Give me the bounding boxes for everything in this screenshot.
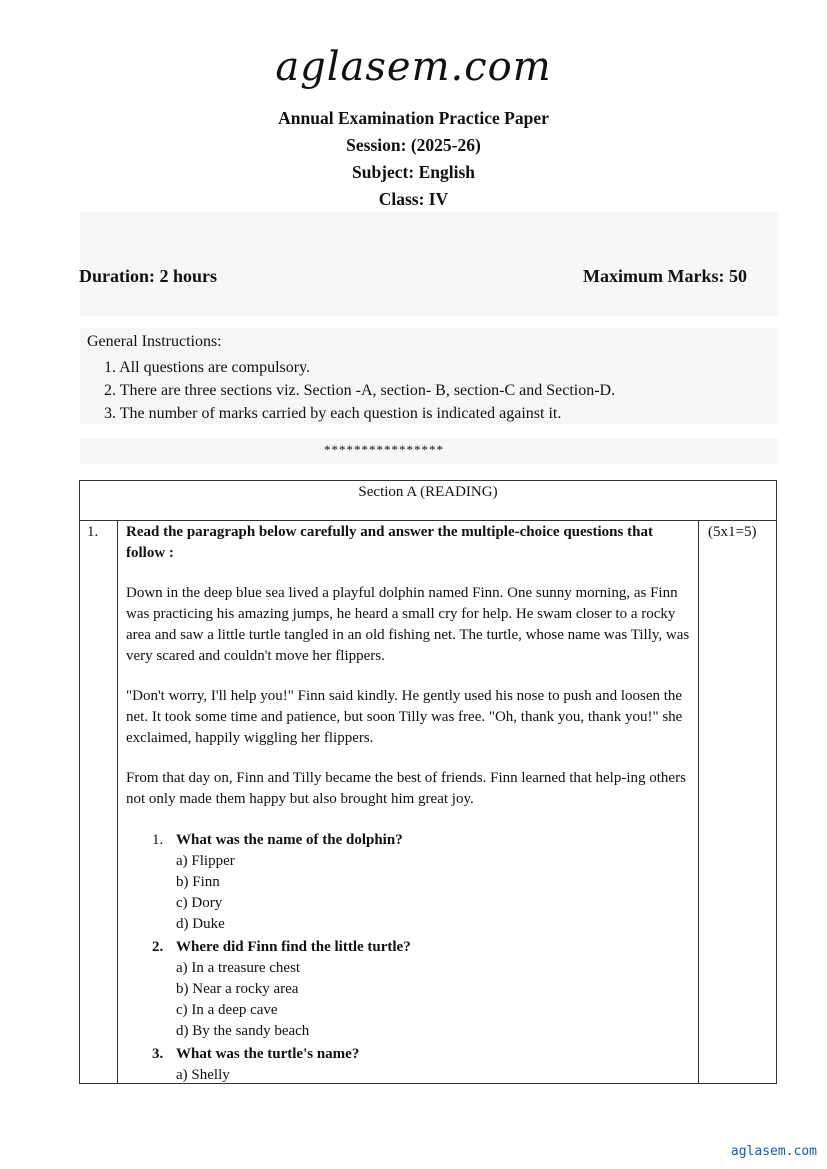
instruction-item: 3. The number of marks carried by each question is indicated against it. <box>104 405 562 422</box>
mcq-text: Where did Finn find the little turtle? <box>176 939 411 955</box>
mcq-option: b) Finn <box>176 874 220 890</box>
paper-class: Class: IV <box>378 189 449 209</box>
footer-url[interactable]: aglasem.com <box>730 1144 817 1159</box>
mcq-option: c) In a deep cave <box>176 1002 278 1018</box>
instruction-item: 1. All questions are compulsory. <box>104 359 311 376</box>
mcq-number: 2. <box>152 939 164 955</box>
max-marks-label: Maximum Marks: 50 <box>583 266 747 286</box>
paper-header <box>0 105 827 213</box>
paper-subject: Subject: English <box>351 162 475 182</box>
mcq-question <box>152 830 403 935</box>
duration-label: Duration: 2 hours <box>79 266 218 286</box>
passage-paragraph: From that day on, Finn and Tilly became the best of friends. Finn learned that help-ing others not only made them happy but also brought him great joy. <box>126 770 686 807</box>
mcq-option: c) Dory <box>176 895 223 911</box>
site-logo: aglasem.com <box>275 44 552 90</box>
passage-paragraph: "Don't worry, I'll help you!" Finn said kindly. He gently used his nose to push and loosen the net. It took some time and patience, but soon Tilly was free. "Oh, thank you, thank you!" she exclaimed, happily wiggling her flippers. <box>126 688 683 746</box>
mcq-option: d) Duke <box>176 916 225 932</box>
mcq-number: 3. <box>152 1046 164 1062</box>
table-column-divider <box>117 520 118 1084</box>
mcq-question <box>152 1044 359 1086</box>
question-number: 1. <box>87 524 99 540</box>
mcq-option: a) Flipper <box>176 853 235 869</box>
question-marks: (5x1=5) <box>708 524 757 540</box>
paper-session: Session: (2025-26) <box>346 135 481 155</box>
mcq-question <box>152 937 411 1042</box>
instruction-item: 2. There are three sections viz. Section -A, section- B, section-C and Section-D. <box>104 382 616 399</box>
table-column-divider <box>698 520 699 1084</box>
question-content <box>126 522 692 810</box>
instructions-list <box>104 356 615 425</box>
mcq-option: a) Shelly <box>176 1067 230 1083</box>
question-instruction: Read the paragraph below carefully and answer the multiple-choice questions that follow : <box>126 524 653 561</box>
mcq-text: What was the turtle's name? <box>176 1046 360 1062</box>
passage-paragraph: Down in the deep blue sea lived a playful dolphin named Finn. One sunny morning, as Finn was practicing his amazing jumps, he heard a small cry for help. He swam closer to a rocky area and saw a little turtle tangled in an old fishing net. The turtle, whose name was Tilly, was very scared and couldn't move her flippers. <box>126 585 690 664</box>
mcq-option: a) In a treasure chest <box>176 960 301 976</box>
instructions-title: General Instructions: <box>87 333 222 350</box>
mcq-option: b) Near a rocky area <box>176 981 299 997</box>
mcq-number: 1. <box>152 832 164 848</box>
mcq-option: d) By the sandy beach <box>176 1023 310 1039</box>
table-divider <box>79 520 777 521</box>
paper-title: Annual Examination Practice Paper <box>278 108 549 128</box>
meta-background <box>80 212 778 316</box>
separator-stars: **************** <box>324 442 444 457</box>
section-title: Section A (READING) <box>358 484 498 500</box>
mcq-text: What was the name of the dolphin? <box>176 832 403 848</box>
